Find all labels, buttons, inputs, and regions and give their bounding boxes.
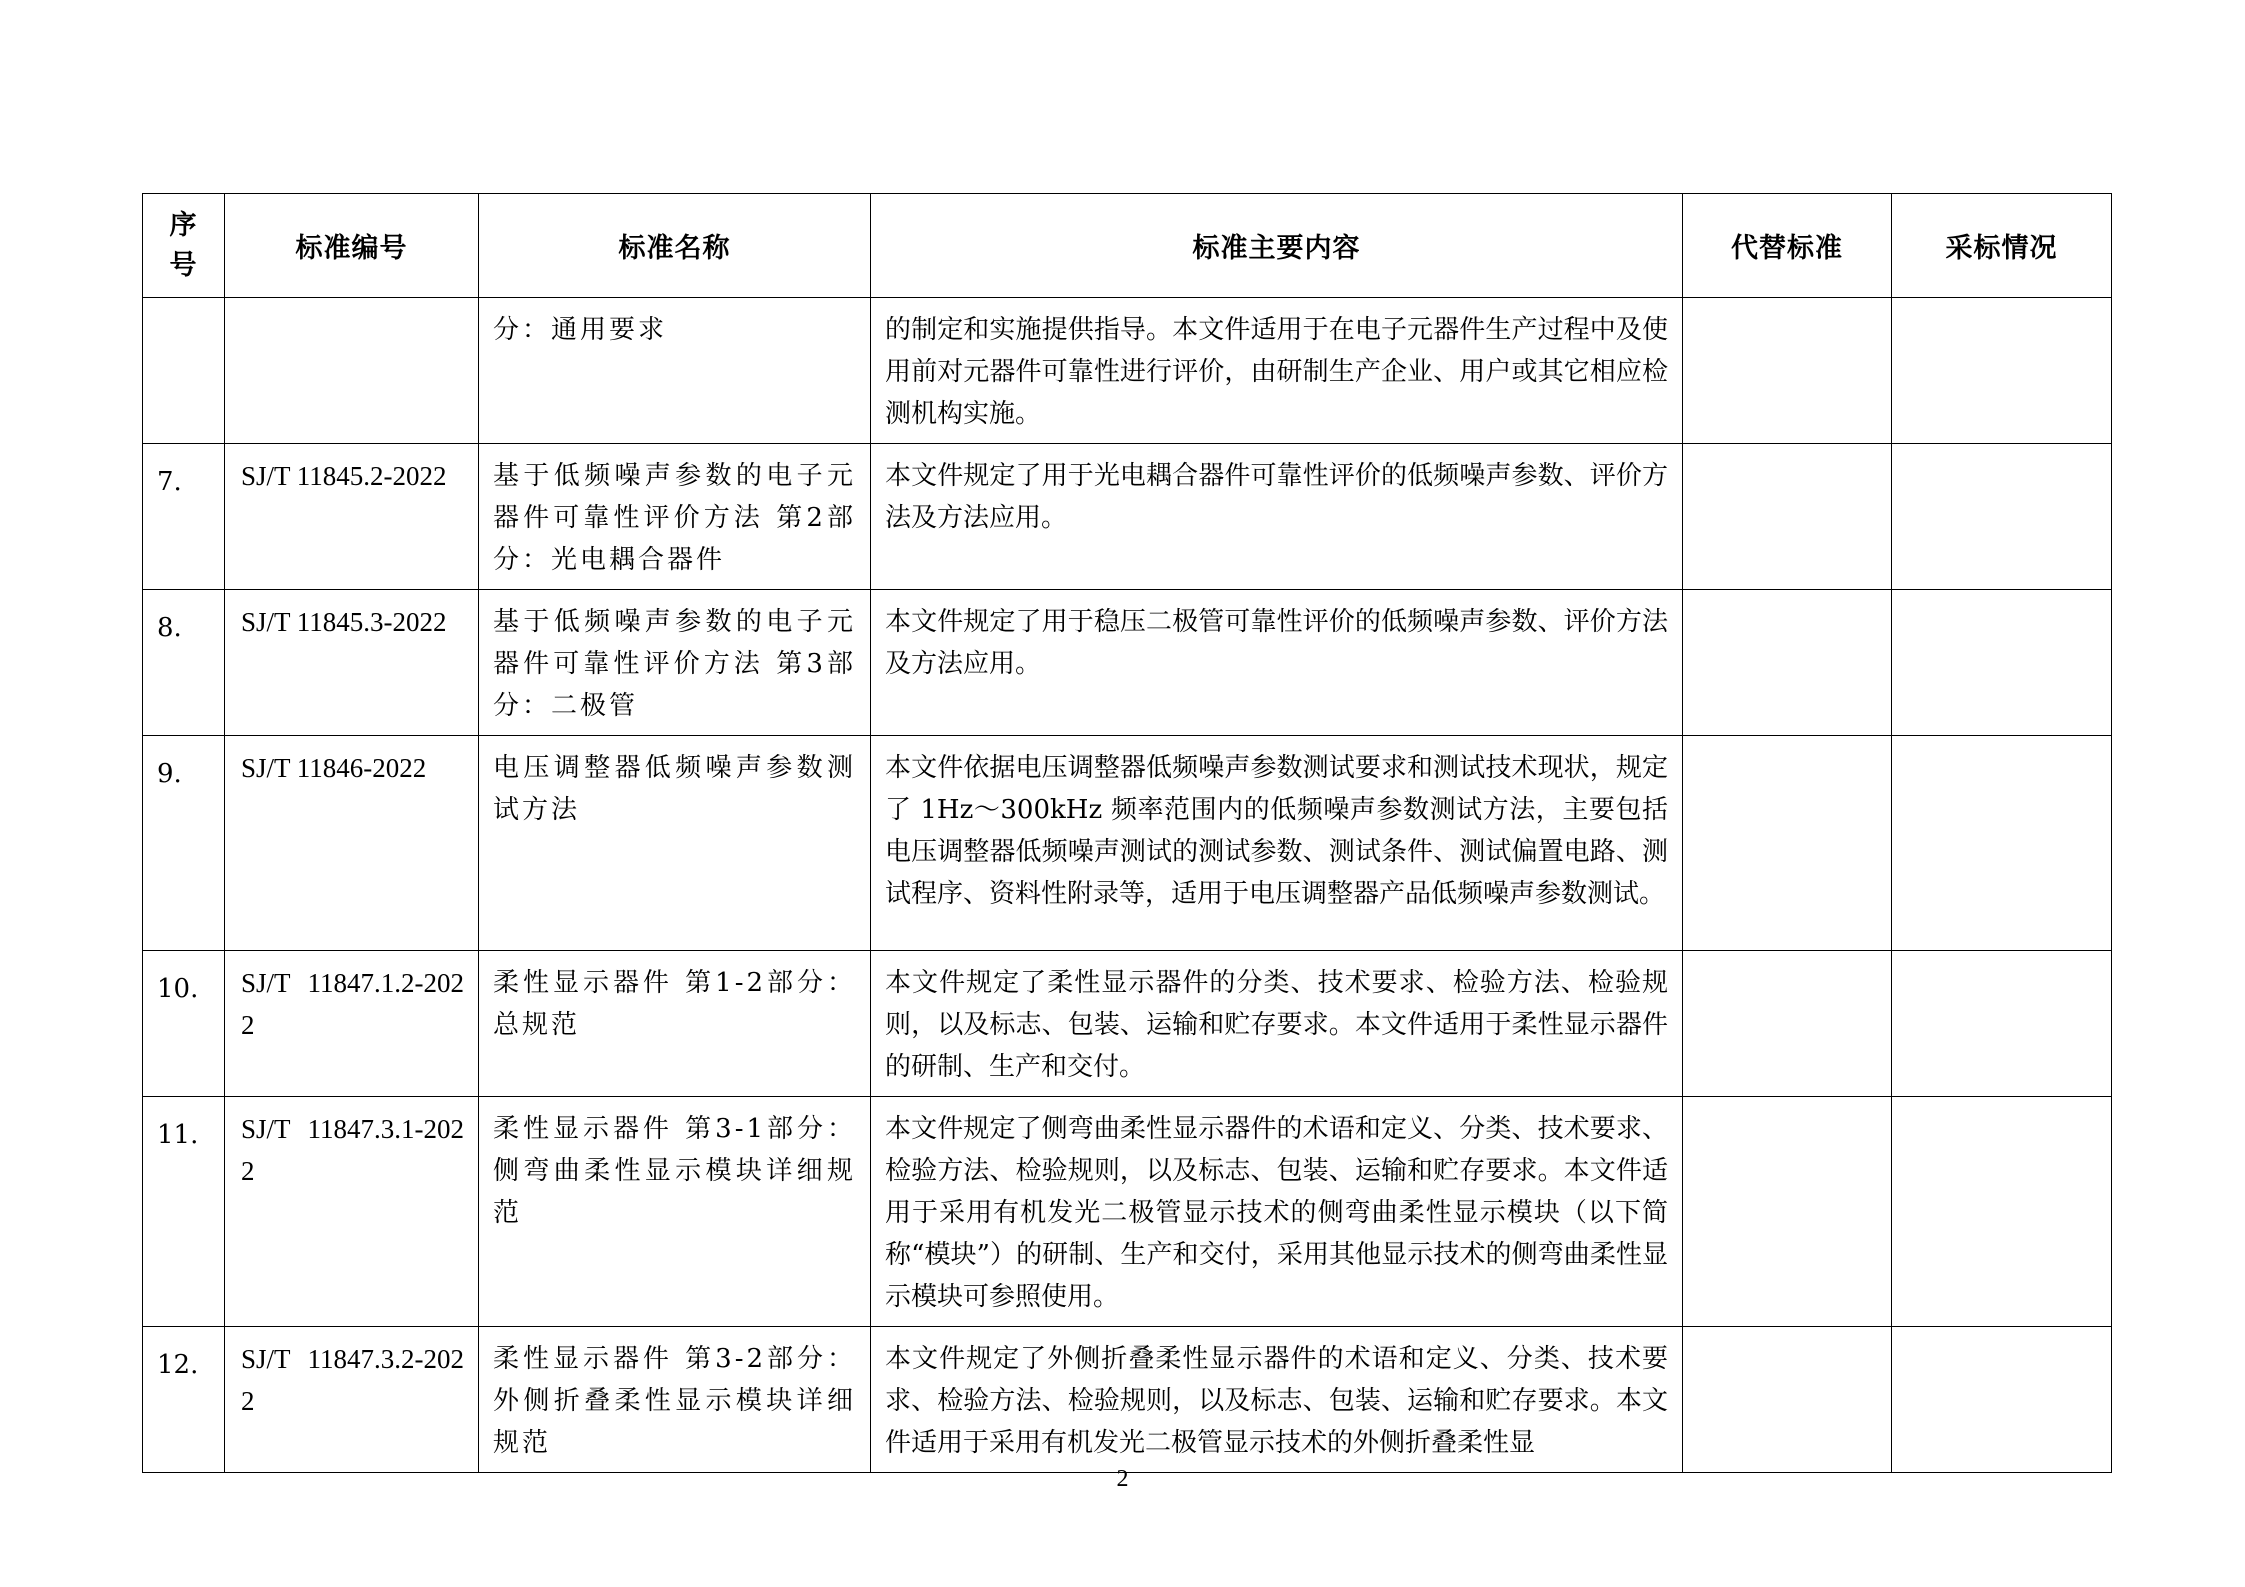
- cell-content: 本文件依据电压调整器低频噪声参数测试要求和测试技术现状，规定了 1Hz～300kHz 频率范围内的低频噪声参数测试方法，主要包括电压调整器低频噪声测试的测试参数、测试条件、测试偏置电路、测试程序、资料性附录等，适用于电压调整器产品低频噪声参数测试。: [871, 736, 1683, 951]
- table-row: [143, 298, 2112, 444]
- cell-content: 本文件规定了侧弯曲柔性显示器件的术语和定义、分类、技术要求、检验方法、检验规则，以及标志、包装、运输和贮存要求。本文件适用于采用有机发光二极管显示技术的侧弯曲柔性显示模块（以下简称“模块”）的研制、生产和交付，采用其他显示技术的侧弯曲柔性显示模块可参照使用。: [871, 1097, 1683, 1327]
- table-header-row: [143, 194, 2112, 298]
- cell-adopt: [1892, 736, 2112, 951]
- header-code: 标准编号: [225, 194, 479, 298]
- cell-name: 基于低频噪声参数的电子元器件可靠性评价方法 第3部分：二极管: [479, 590, 871, 736]
- cell-seq: 7.: [143, 444, 225, 590]
- table-row: [143, 444, 2112, 590]
- cell-content: 本文件规定了用于稳压二极管可靠性评价的低频噪声参数、评价方法及方法应用。: [871, 590, 1683, 736]
- header-seq: [143, 194, 225, 298]
- cell-code: SJ/T 11847.3.1-2022: [225, 1097, 479, 1327]
- standards-table: [142, 193, 2112, 1473]
- table-row: [143, 1097, 2112, 1327]
- cell-adopt: [1892, 444, 2112, 590]
- cell-adopt: [1892, 298, 2112, 444]
- cell-adopt: [1892, 1097, 2112, 1327]
- page-number: 2: [1116, 1466, 1129, 1492]
- cell-code: SJ/T 11847.1.2-2022: [225, 951, 479, 1097]
- cell-content: 本文件规定了柔性显示器件的分类、技术要求、检验方法、检验规则，以及标志、包装、运输和贮存要求。本文件适用于柔性显示器件的研制、生产和交付。: [871, 951, 1683, 1097]
- table-row: [143, 1327, 2112, 1473]
- cell-name: 分：通用要求: [479, 298, 871, 444]
- table-row: [143, 736, 2112, 951]
- cell-code: SJ/T 11846-2022: [225, 736, 479, 951]
- cell-seq: 12.: [143, 1327, 225, 1473]
- cell-content: 本文件规定了用于光电耦合器件可靠性评价的低频噪声参数、评价方法及方法应用。: [871, 444, 1683, 590]
- header-replace: 代替标准: [1683, 194, 1892, 298]
- cell-code: SJ/T 11845.3-2022: [225, 590, 479, 736]
- cell-name: 基于低频噪声参数的电子元器件可靠性评价方法 第2部分：光电耦合器件: [479, 444, 871, 590]
- cell-name: 柔性显示器件 第3-1部分：侧弯曲柔性显示模块详细规范: [479, 1097, 871, 1327]
- cell-replace: [1683, 590, 1892, 736]
- table-row: [143, 951, 2112, 1097]
- cell-code: [225, 298, 479, 444]
- cell-seq: [143, 298, 225, 444]
- cell-name: 电压调整器低频噪声参数测试方法: [479, 736, 871, 951]
- cell-adopt: [1892, 1327, 2112, 1473]
- header-name: 标准名称: [479, 194, 871, 298]
- header-adopt: 采标情况: [1892, 194, 2112, 298]
- header-seq-line1: 序: [169, 209, 198, 241]
- cell-seq: 8.: [143, 590, 225, 736]
- cell-replace: [1683, 298, 1892, 444]
- cell-name: 柔性显示器件 第3-2部分：外侧折叠柔性显示模块详细规范: [479, 1327, 871, 1473]
- cell-replace: [1683, 736, 1892, 951]
- cell-code: SJ/T 11847.3.2-2022: [225, 1327, 479, 1473]
- cell-replace: [1683, 444, 1892, 590]
- cell-seq: 9.: [143, 736, 225, 951]
- cell-name: 柔性显示器件 第1-2部分：总规范: [479, 951, 871, 1097]
- cell-seq: 10.: [143, 951, 225, 1097]
- cell-replace: [1683, 1327, 1892, 1473]
- header-content: 标准主要内容: [871, 194, 1683, 298]
- cell-adopt: [1892, 590, 2112, 736]
- cell-adopt: [1892, 951, 2112, 1097]
- cell-replace: [1683, 1097, 1892, 1327]
- cell-code: SJ/T 11845.2-2022: [225, 444, 479, 590]
- cell-replace: [1683, 951, 1892, 1097]
- cell-content: 的制定和实施提供指导。本文件适用于在电子元器件生产过程中及使用前对元器件可靠性进行评价，由研制生产企业、用户或其它相应检测机构实施。: [871, 298, 1683, 444]
- table-row: [143, 590, 2112, 736]
- cell-seq: 11.: [143, 1097, 225, 1327]
- cell-content: 本文件规定了外侧折叠柔性显示器件的术语和定义、分类、技术要求、检验方法、检验规则，以及标志、包装、运输和贮存要求。本文件适用于采用有机发光二极管显示技术的外侧折叠柔性显: [871, 1327, 1683, 1473]
- header-seq-line2: 号: [169, 249, 198, 281]
